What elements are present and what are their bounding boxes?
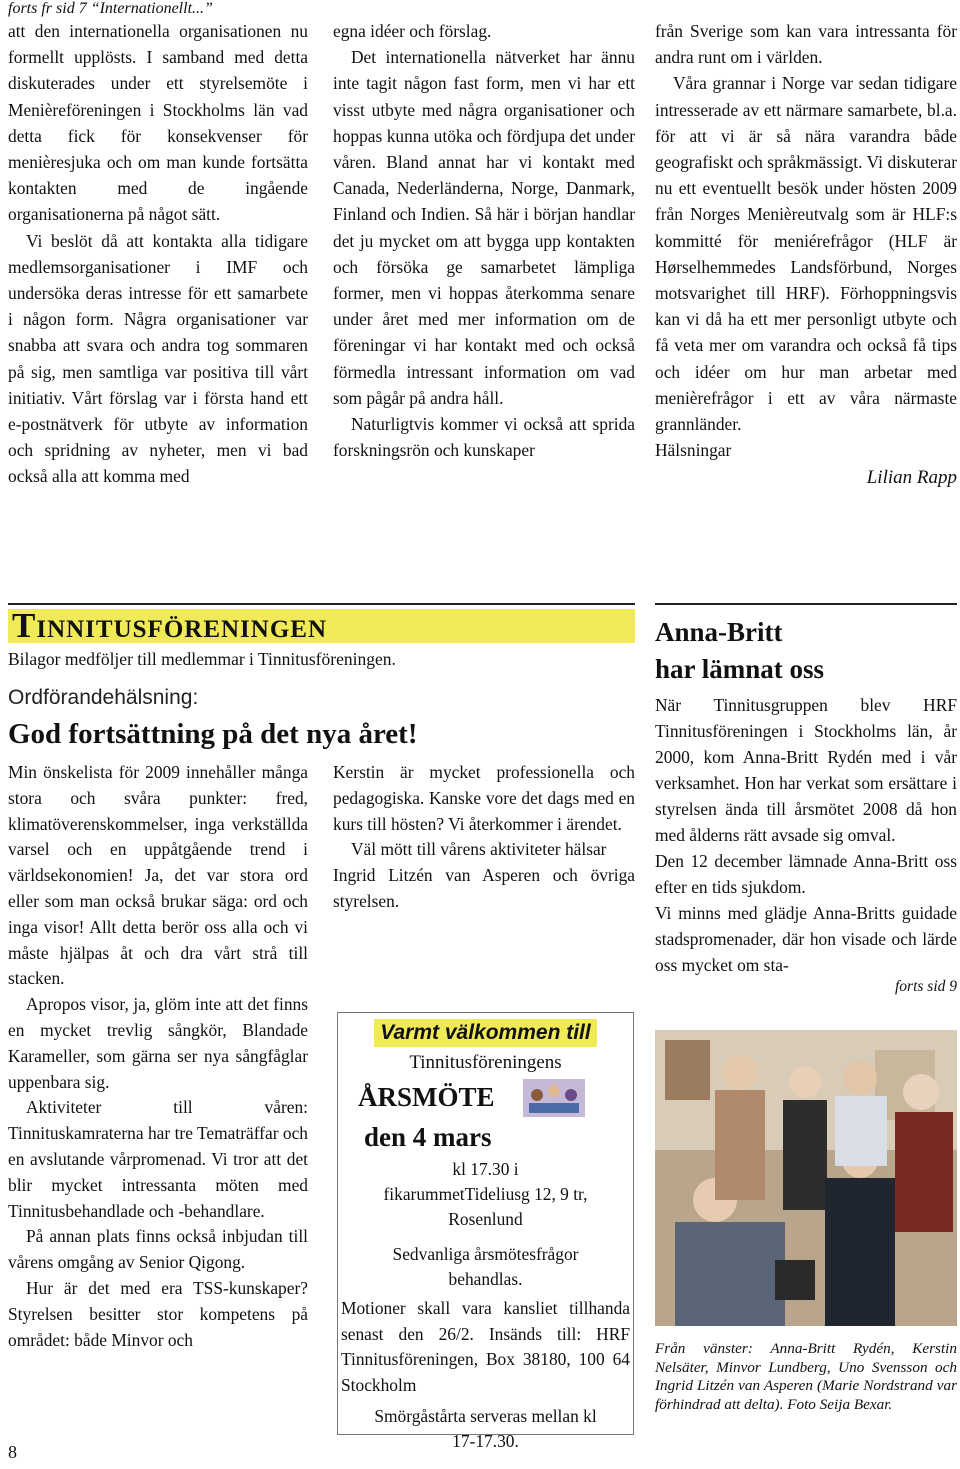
invitation-food: Smörgåstårta serveras mellan kl 17-17.30. (374, 1406, 597, 1451)
paragraph: Ingrid Litzén van Asperen och övriga styrelsen. (333, 865, 635, 911)
paragraph: att den internationella organisationen nu formellt upplösts. I samband med detta diskuterades under ett styrelsemöte i Menièreföreningen i Stockholms län vad detta fick för konsekvenser för menièresjuka och om man kunde fortsätta kontakten med de ingående organisationerna på något sätt. (8, 21, 308, 225)
paragraph: Apropos visor, ja, glöm inte att det finns en mycket trevlig sångkör, Blandade Karameller, som gärna ser nya sångfåglar uppenbara sig. (8, 994, 308, 1092)
paragraph: Vi beslöt då att kontakta alla tidigare medlemsorganisationer i IMF och undersöka deras intresse för ett samarbete i någon form. Några organisationer var snabba att svara och andra tog sommaren på sig, men samtliga var positiva till vårt initiativ. Vårt förslag var i första hand ett e-postnätverk för utbyte av information och spridning av nyheter, men vi bad också alla att komma med (8, 230, 308, 487)
paragraph: egna idéer och förslag. (333, 21, 492, 41)
invitation-title: Varmt välkommen till (374, 1019, 596, 1047)
paragraph: Hur är det med era TSS-kunskaper? Styrelsen besitter stor kompetens på området: både Minvor och (8, 1277, 308, 1350)
section-subtitle: Bilagor medföljer till medlemmar i Tinnitusföreningen. (8, 649, 396, 669)
tinnitus-column-1 (8, 760, 308, 1353)
obituary-title-line-1: Anna-Britt (655, 617, 783, 647)
paragraph: Aktiviteter till våren: Tinnituskamraterna har tre Tematräffar och en avslutande vårpromenad. Vi tror att det blir mycket intressanta möten med Tinnitusbehandlade och -behandlare. (8, 1097, 308, 1221)
invitation-date: den 4 mars (364, 1122, 492, 1152)
invitation-motions: Motioner skall vara kansliet tillhanda senast den 26/2. Insänds till: HRF Tinnitusföreningen, Box 38180, 100 64 Stockholm (341, 1298, 630, 1395)
invitation-org: Tinnitusföreningens (409, 1052, 562, 1073)
top-article-column-3 (655, 18, 957, 492)
invitation-place: kl 17.30 i fikarummetTideliusg 12, 9 tr, Rosenlund (383, 1159, 588, 1229)
kicker: Ordförandehälsning: (8, 686, 199, 709)
section-title: Tinnitusföreningen (12, 606, 328, 645)
paragraph: När Tinnitusgruppen blev HRF Tinnitusföreningen i Stockholms län, år 2000, kom Anna-Britt Rydén med i vår verksamhet. Hon har verkat som ersättare i styrelsen ända till årsmötet 2008 då hon med ålderns rätt avsade sig omval. (655, 695, 957, 845)
annual-meeting-invitation (337, 1012, 634, 1451)
paragraph: Den 12 december lämnade Anna-Britt oss efter en tids sjukdom. (655, 851, 957, 897)
photo-scene (655, 1030, 957, 1326)
obituary-text (655, 692, 957, 996)
paragraph: Min önskelista för 2009 innehåller många stora och svåra punkter: fred, klimatöverenskommelser, inga verkställda varsel och en uppåtgående trend i världsekonomien! Ja, det var stora ord eller som man också brukar säga: ord och inga visor! Allt detta berör oss alla och vi måste hjälpas åt och dra vårt strå till stacken. (8, 762, 308, 989)
section-banner (8, 606, 635, 645)
paragraph: Våra grannar i Norge var sedan tidigare intresserade av ett närmare samarbete, bl.a. för att vi är så nära varandra både geografiskt och språkmässigt. Vi diskuterar nu ett eventuellt besök under hösten 2009 från Norges Menièreutvalg som är HLF:s kommitté för meniérefrågor (HLF är Hørselhemmedes Landsförbund, Norges motsvarighet till HRF). Förhoppningsvis kan vi då ha ett mer personligt utbyte och få veta mer om varandra och också få tips och idéer om hur man arbetar med menièrefrågor i ett av våra närmaste grannländer. (655, 73, 957, 435)
top-article-column-1 (8, 18, 308, 490)
paragraph: Kerstin är mycket professionella och pedagogiska. Kanske vore det dags med en kurs till hösten? Vi återkommer i ärendet. (333, 762, 635, 834)
paragraph: Vi minns med glädje Anna-Britts guidade stadspromenader, där hon visade och lärde oss mycket om sta- (655, 903, 957, 975)
paragraph: från Sverige som kan vara intressanta för andra runt om i världen. (655, 21, 957, 68)
obituary-rule (655, 603, 957, 605)
tinnitus-column-2 (333, 760, 635, 915)
signature: Lilian Rapp (866, 467, 957, 489)
obituary-title (655, 614, 957, 688)
photo-caption: Från vänster: Anna-Britt Rydén, Kerstin Nelsäter, Minvor Lundberg, Uno Svensson och Ingrid Litzén van Asperen (Marie Nordstrand var förhindrad att delta). Foto Seija Bexar. (655, 1340, 957, 1413)
group-photo (655, 1030, 957, 1326)
section-rule (8, 603, 635, 605)
paragraph: Naturligtvis kommer vi också att sprida forskningsrön och kunskaper (333, 414, 635, 461)
continued-from-label: forts fr sid 7 “Internationellt...” (8, 0, 213, 17)
page-number: 8 (8, 1442, 17, 1462)
top-article-column-2 (333, 18, 635, 463)
invitation-event: ÅRSMÖTE (358, 1082, 495, 1112)
obituary-title-line-2: har lämnat oss (655, 654, 825, 684)
paragraph: Hälsningar (655, 440, 732, 461)
paragraph: Det internationella nätverket har ännu inte tagit någon fast form, men vi har ett visst utbyte med några organisationer och hoppas kunna utöka och fördjupa det under våren. Bland annat har vi kontakt med Canada, Nederländerna, Norge, Danmark, Finland och Indien. Så här i början handlar det ju mycket om att bygga upp kontakten och försöka ge samarbetet lämpliga former, men vi hoppas återkomma senare under året med mer information om de föreningar vi har kontakt med och också förmedla intressant information om vad som pågår på andra håll. (333, 47, 635, 408)
paragraph: Väl mött till vårens aktiviteter hälsar (351, 839, 607, 860)
paragraph: På annan plats finns också inbjudan till vårens omgång av Senior Qigong. (8, 1226, 308, 1273)
invitation-agenda: Sedvanliga årsmötesfrågor behandlas. (392, 1244, 579, 1289)
headline: God fortsättning på det nya året! (8, 718, 418, 750)
continued-on-label: forts sid 9 (894, 978, 957, 995)
meeting-illustration (523, 1079, 585, 1117)
